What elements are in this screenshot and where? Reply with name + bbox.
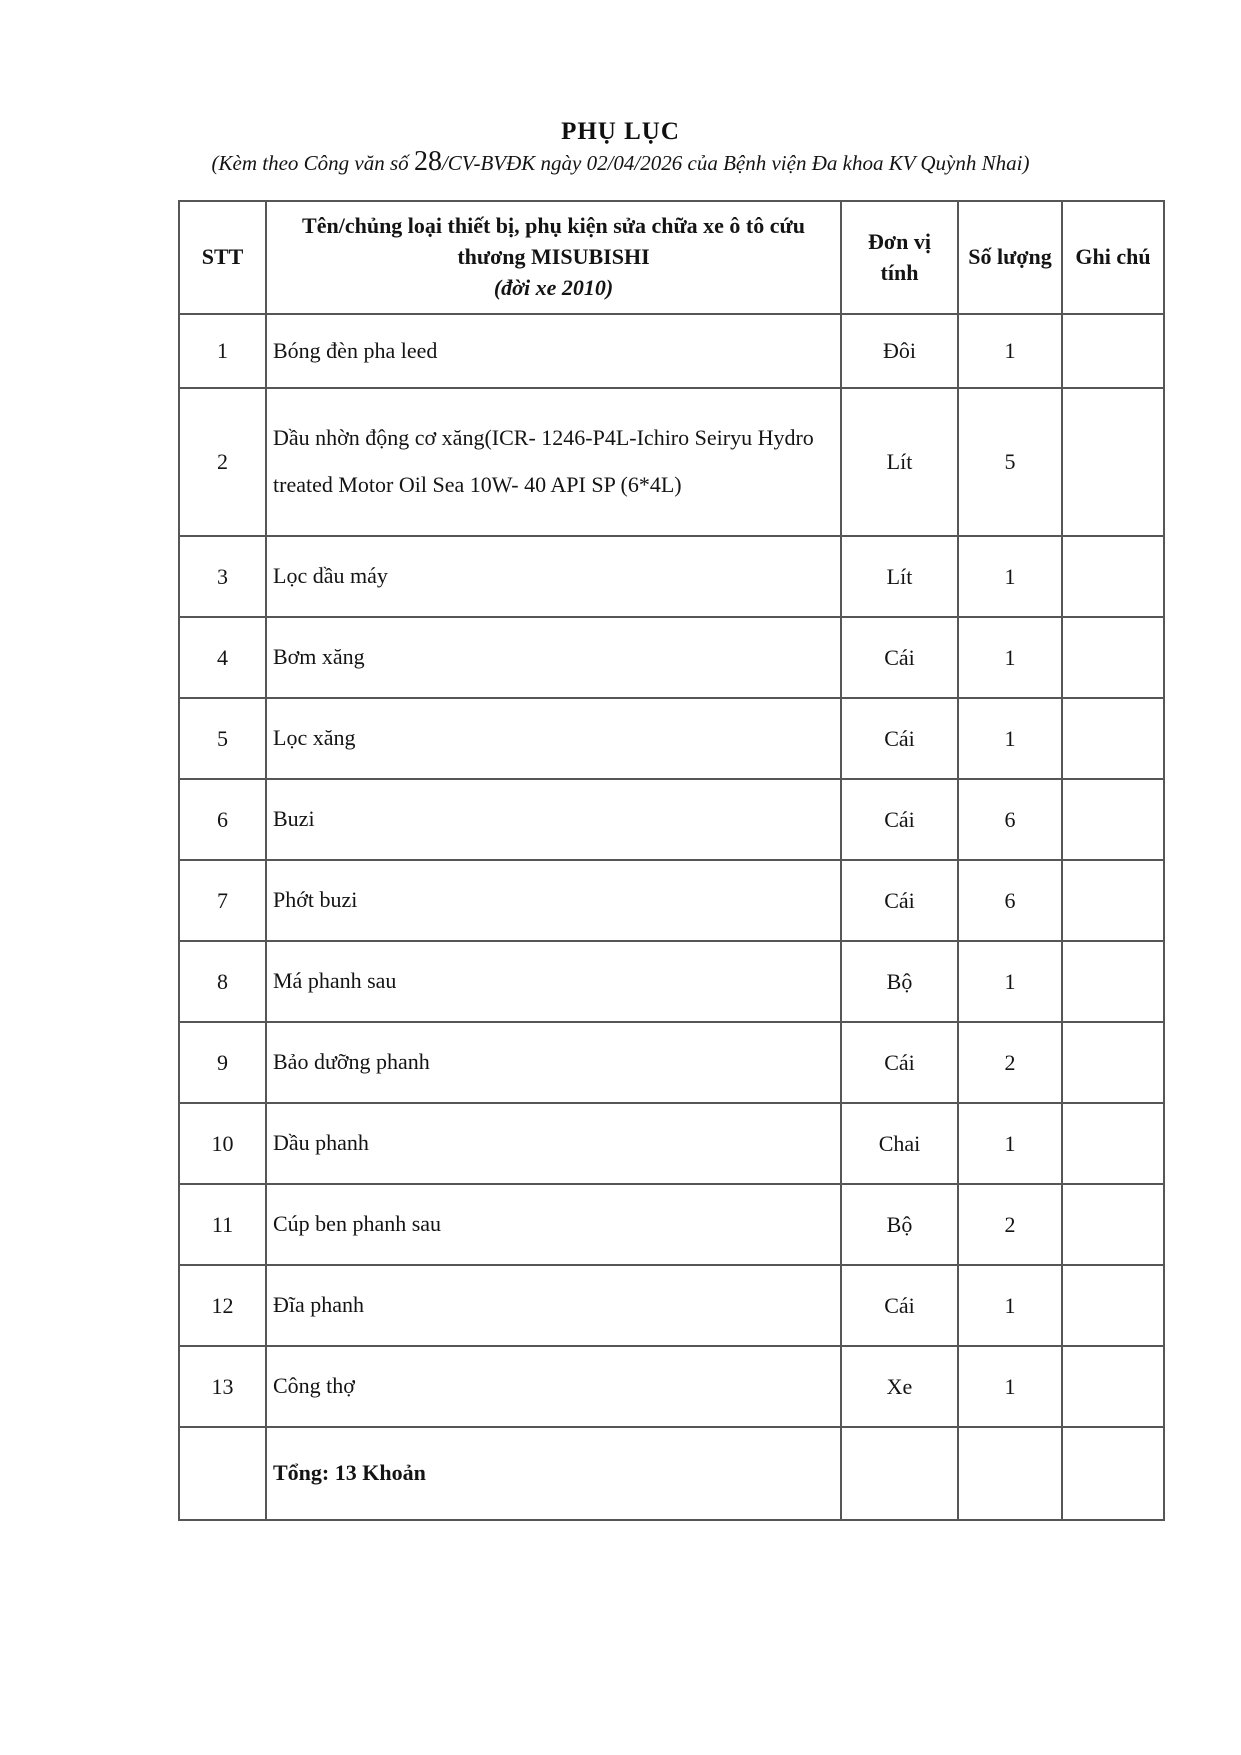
cell-qty: 2 — [958, 1184, 1062, 1265]
cell-unit: Bộ — [841, 1184, 958, 1265]
table-body — [179, 314, 1164, 1520]
cell-note — [1062, 1103, 1164, 1184]
cell-qty: 1 — [958, 617, 1062, 698]
cell-name: Má phanh sau — [266, 941, 841, 1022]
cell-qty: 1 — [958, 1265, 1062, 1346]
cell-qty: 6 — [958, 779, 1062, 860]
cell-name: Cúp ben phanh sau — [266, 1184, 841, 1265]
header-quantity: Số lượng — [958, 201, 1062, 314]
table-row — [179, 1265, 1164, 1346]
page-title: PHỤ LỤC — [561, 118, 680, 145]
cell-name: Dầu phanh — [266, 1103, 841, 1184]
cell-note — [1062, 314, 1164, 388]
cell-stt: 3 — [179, 536, 266, 617]
subtitle-suffix: /CV-BVĐK ngày 02/04/2026 của Bệnh viện Đa khoa KV Quỳnh Nhai) — [441, 151, 1030, 175]
cell-unit: Lít — [841, 536, 958, 617]
cell-stt-empty — [179, 1427, 266, 1520]
table-row — [179, 698, 1164, 779]
cell-note — [1062, 941, 1164, 1022]
cell-stt: 1 — [179, 314, 266, 388]
cell-note — [1062, 698, 1164, 779]
cell-qty: 1 — [958, 314, 1062, 388]
cell-stt: 6 — [179, 779, 266, 860]
table-header-row — [179, 201, 1164, 314]
cell-stt: 12 — [179, 1265, 266, 1346]
page-subtitle — [0, 148, 1241, 176]
cell-unit: Đôi — [841, 314, 958, 388]
cell-name: Lọc xăng — [266, 698, 841, 779]
cell-note — [1062, 1346, 1164, 1427]
cell-stt: 10 — [179, 1103, 266, 1184]
cell-unit: Cái — [841, 1265, 958, 1346]
cell-qty: 1 — [958, 1346, 1062, 1427]
cell-note — [1062, 1265, 1164, 1346]
cell-stt: 8 — [179, 941, 266, 1022]
cell-unit: Bộ — [841, 941, 958, 1022]
cell-unit: Xe — [841, 1346, 958, 1427]
table-total-row — [179, 1427, 1164, 1520]
cell-name: Bơm xăng — [266, 617, 841, 698]
cell-note-empty — [1062, 1427, 1164, 1520]
cell-stt: 2 — [179, 388, 266, 536]
cell-qty: 1 — [958, 1103, 1062, 1184]
header-stt: STT — [179, 201, 266, 314]
cell-unit: Cái — [841, 698, 958, 779]
table-row — [179, 617, 1164, 698]
cell-stt: 11 — [179, 1184, 266, 1265]
table-row — [179, 314, 1164, 388]
cell-unit: Cái — [841, 779, 958, 860]
table-row — [179, 1346, 1164, 1427]
subtitle-prefix: (Kèm theo Công văn số — [211, 151, 414, 175]
table-row — [179, 536, 1164, 617]
cell-note — [1062, 617, 1164, 698]
cell-name: Công thợ — [266, 1346, 841, 1427]
cell-unit-empty — [841, 1427, 958, 1520]
cell-qty: 1 — [958, 698, 1062, 779]
cell-name: Phớt buzi — [266, 860, 841, 941]
cell-stt: 9 — [179, 1022, 266, 1103]
cell-note — [1062, 860, 1164, 941]
header-name-sub: (đời xe 2010) — [493, 274, 614, 300]
cell-name: Lọc dầu máy — [266, 536, 841, 617]
table-row — [179, 779, 1164, 860]
cell-qty: 1 — [958, 536, 1062, 617]
cell-qty: 1 — [958, 941, 1062, 1022]
header-note: Ghi chú — [1062, 201, 1164, 314]
cell-note — [1062, 388, 1164, 536]
table-row — [179, 388, 1164, 536]
cell-unit: Chai — [841, 1103, 958, 1184]
cell-name: Bóng đèn pha leed — [266, 314, 841, 388]
header-unit: Đơn vị tính — [841, 201, 958, 314]
header-name-main: Tên/chủng loại thiết bị, phụ kiện sửa chữa xe ô tô cứu thương MISUBISHI — [302, 213, 805, 270]
cell-name: Buzi — [266, 779, 841, 860]
cell-unit: Lít — [841, 388, 958, 536]
cell-name: Đĩa phanh — [266, 1265, 841, 1346]
cell-name: Dầu nhờn động cơ xăng(ICR- 1246-P4L-Ichiro Seiryu Hydro treated Motor Oil Sea 10W- 40 API SP (6*4L) — [266, 388, 841, 536]
table-row — [179, 1184, 1164, 1265]
header-name — [266, 201, 841, 314]
total-label: Tổng: 13 Khoản — [266, 1427, 841, 1520]
cell-qty: 2 — [958, 1022, 1062, 1103]
table-row — [179, 1022, 1164, 1103]
cell-qty-empty — [958, 1427, 1062, 1520]
cell-stt: 4 — [179, 617, 266, 698]
cell-note — [1062, 1184, 1164, 1265]
cell-note — [1062, 536, 1164, 617]
cell-stt: 13 — [179, 1346, 266, 1427]
cell-stt: 5 — [179, 698, 266, 779]
cell-name: Bảo dưỡng phanh — [266, 1022, 841, 1103]
cell-unit: Cái — [841, 1022, 958, 1103]
cell-qty: 5 — [958, 388, 1062, 536]
cell-note — [1062, 1022, 1164, 1103]
table-row — [179, 1103, 1164, 1184]
cell-stt: 7 — [179, 860, 266, 941]
cell-qty: 6 — [958, 860, 1062, 941]
table-row — [179, 941, 1164, 1022]
subtitle-document-number: 28 — [413, 146, 442, 177]
cell-unit: Cái — [841, 617, 958, 698]
table-row — [179, 860, 1164, 941]
cell-unit: Cái — [841, 860, 958, 941]
appendix-table — [178, 200, 1165, 1521]
cell-note — [1062, 779, 1164, 860]
